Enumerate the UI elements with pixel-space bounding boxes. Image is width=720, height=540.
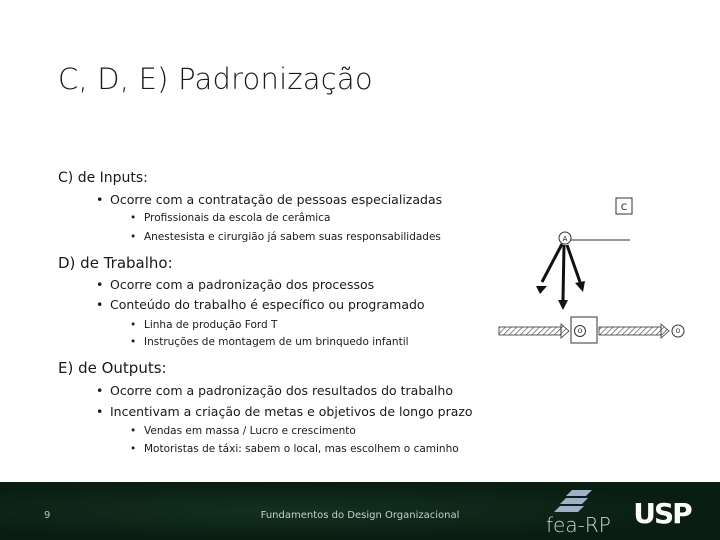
subbullet-d-2: • Instruções de montagem de um brinquedo infantil — [130, 336, 409, 348]
bullet-c-1: • Ocorre com a contratação de pessoas especializadas — [96, 192, 443, 207]
svg-text:O: O — [577, 328, 583, 335]
usp-logo-text: USP — [633, 497, 691, 528]
directive-arrows — [536, 244, 585, 310]
section-c-heading: C) de Inputs: — [58, 170, 148, 186]
operator-node-1 — [571, 317, 597, 343]
subbullet-c-2: • Anestesista e cirurgião já sabem suas responsabilidades — [130, 231, 441, 243]
c-node — [616, 198, 632, 214]
section-e-heading: E) de Outputs: — [58, 359, 167, 377]
fea-rp-logo — [542, 486, 612, 538]
subbullet-d-1: • Linha de produção Ford T — [130, 319, 278, 331]
section-d-heading: D) de Trabalho: — [58, 254, 173, 272]
bullet-e-2: • Incentivam a criação de metas e objetivos de longo prazo — [96, 404, 473, 419]
subbullet-c-1: • Profissionais da escola de cerâmica — [130, 212, 331, 224]
a-node — [559, 232, 630, 244]
fea-logo-text: fea-RP — [546, 513, 611, 537]
bullet-d-1: • Ocorre com a padronização dos processos — [96, 277, 375, 292]
page-number: 9 — [44, 510, 51, 521]
slide-title: C, D, E) Padronização — [58, 62, 373, 96]
subbullet-e-1: • Vendas em massa / Lucro e crescimento — [130, 425, 356, 437]
a-label: A — [562, 235, 568, 243]
usp-logo — [626, 496, 698, 528]
operator-node-2 — [672, 325, 684, 337]
footer-bar — [0, 482, 720, 540]
bullet-d-2: • Conteúdo do trabalho é específico ou programado — [96, 297, 425, 312]
subbullet-e-2: • Motoristas de táxi: sabem o local, mas escolhem o caminho — [130, 443, 459, 455]
standardization-diagram — [495, 190, 695, 350]
svg-text:O: O — [675, 328, 681, 335]
c-label: C — [620, 203, 628, 213]
bullet-e-1: • Ocorre com a padronização dos resultados do trabalho — [96, 383, 453, 398]
footer-text: Fundamentos do Design Organizacional — [260, 510, 460, 521]
